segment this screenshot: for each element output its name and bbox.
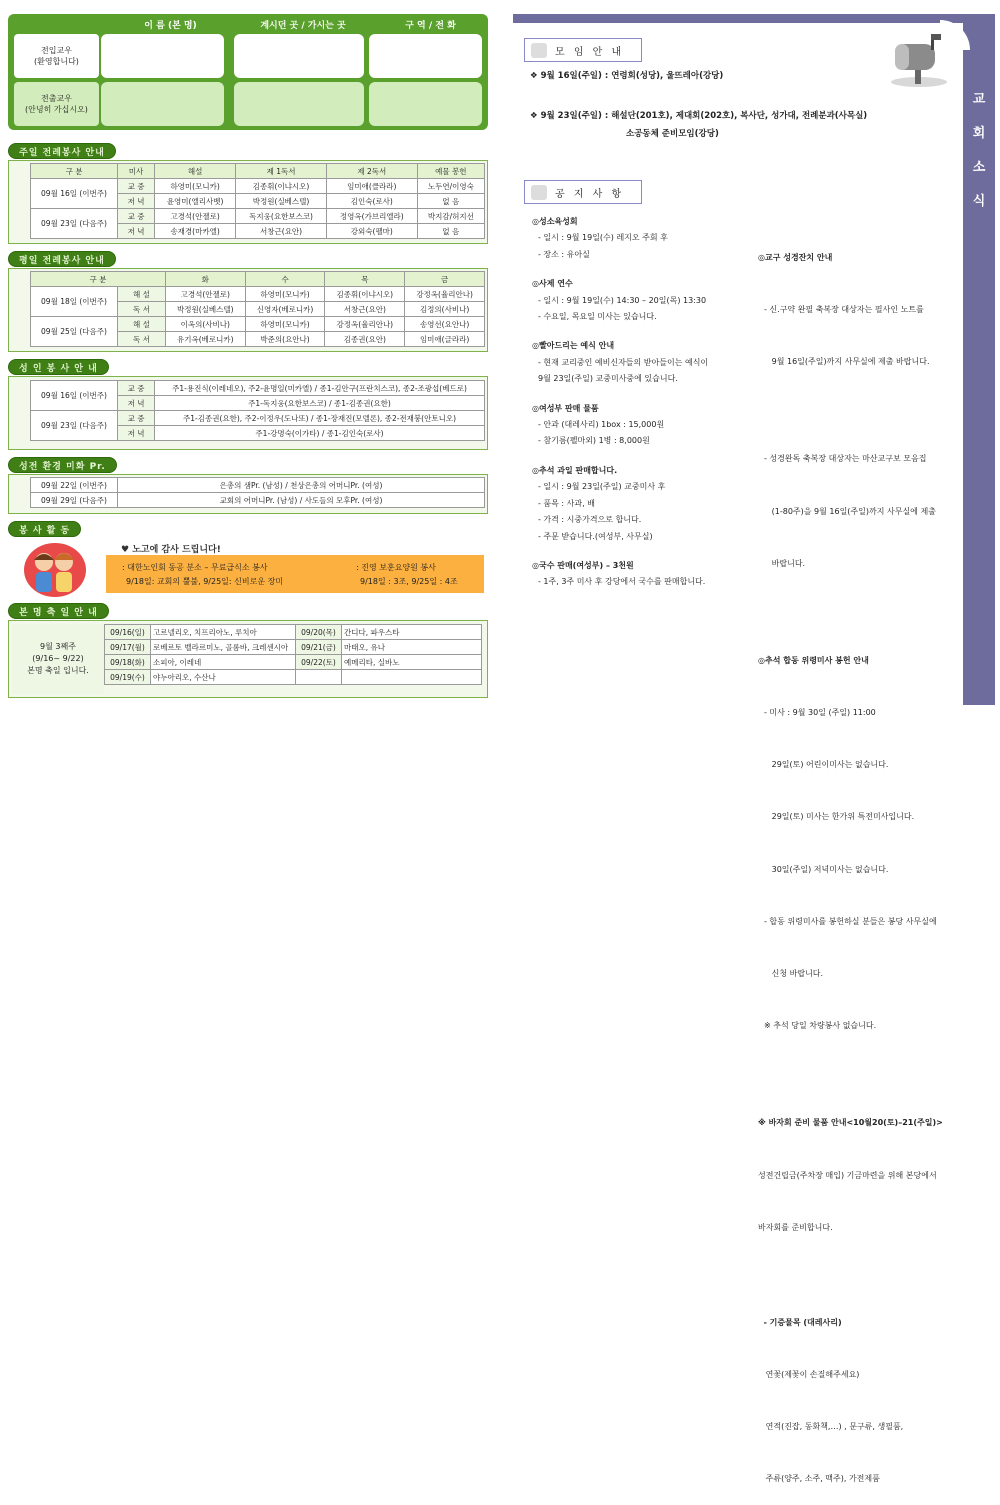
table-row [31, 209, 485, 224]
table-cell: 09/22(토) [296, 655, 342, 670]
table-cell [296, 670, 342, 685]
weekday-title: 평일 전례봉사 안내 [8, 251, 116, 267]
table-cell: 독 서 [118, 332, 166, 347]
notice-item [758, 1271, 963, 1279]
table-cell: 주1-김종권(요한), 주2-이정우(도나또) / 종1-장재진(모델론), 종2-전재붕(안토니오) [155, 411, 485, 426]
adult-title: 성 인 봉 사 안 내 [8, 359, 109, 375]
table-cell: 교 중 [118, 411, 155, 426]
meeting-line3: 소공동체 준비모임(강당) [626, 129, 719, 139]
right-top-bar [513, 14, 963, 23]
col-header: 예물 봉헌 [417, 164, 484, 179]
table-cell: 저 녁 [118, 194, 155, 209]
side-title-char: 식 [972, 194, 986, 209]
notice-item: - 신.구약 완필 축복장 대상자는 필사인 노트를 [764, 305, 924, 315]
table-cell: 이옥의(사비나) [165, 317, 245, 332]
table-cell: 주1-용진식(이레네오), 주2-윤명일(미카엘) / 종1-김안구(프란치스코), 종2-조광섭(베드로) [155, 381, 485, 396]
side-title-char: 회 [972, 126, 986, 141]
reg-header-name: 이 름 (본 명) [144, 21, 197, 31]
table-cell: 노두연/이영숙 [417, 179, 484, 194]
table-cell: 교 중 [118, 179, 155, 194]
table-cell: 서창근(요안) [325, 302, 405, 317]
notice-title: ※ 바자회 준비 물품 안내<10월20(토)–21(주일)> [758, 1118, 943, 1128]
service-right-line1: : 진영 보훈요양원 봉사 [356, 563, 436, 572]
meeting-line1: ❖ 9월 16일(주일) : 연령회(성당), 울뜨레아(강당) [530, 71, 724, 81]
table-cell: 고경석(안젤로) [165, 287, 245, 302]
table-row [105, 670, 482, 685]
col-header: 구 분 [31, 272, 166, 287]
visit-title: 본 명 축 일 안 내 [8, 603, 109, 619]
table-cell: 송재경(마카엘) [155, 224, 236, 239]
table-row [31, 317, 485, 332]
table-cell: 은총의 샘Pr. (남성) / 천상은총의 어머니Pr. (여성) [118, 478, 485, 493]
notice-title: ◎추석 합동 위령미사 봉헌 안내 [758, 655, 869, 665]
notice-item: - 수요일, 목요일 미사는 있습니다. [538, 312, 657, 322]
notices-right [758, 214, 963, 1505]
notice-item [758, 405, 963, 415]
table-cell: 독 서 [118, 302, 166, 317]
notice-item: 9월 23일(주일) 교중미사중에 있습니다. [538, 374, 678, 384]
visit-table [104, 624, 482, 685]
table-row [31, 478, 485, 493]
table-cell: 박준의(요안나) [245, 332, 325, 347]
table-cell: 09/18(화) [105, 655, 151, 670]
service-banner: ♥ 노고에 감사 드립니다! [121, 545, 221, 555]
table-row [105, 625, 482, 640]
table-cell: 독지웅(요한보스코) [236, 209, 327, 224]
notices-title: 공 지 사 항 [555, 188, 625, 200]
table-cell: 09/21(금) [296, 640, 342, 655]
week-date: 09월 18일 (이번주) [31, 287, 118, 317]
notice-title: ◎교구 성경잔치 안내 [758, 252, 833, 262]
service-strip [106, 555, 484, 593]
table-row [31, 179, 485, 194]
table-cell: 로베르토 벨라르미노, 골롬바, 크레센시아 [151, 640, 296, 655]
notice-item: 29일(토) 어린이미사는 없습니다. [764, 760, 889, 770]
visit-week-label: 9월 3째주 (9/16~ 9/22) 본명 축일 입니다. [12, 624, 104, 694]
notice-title: ◎추석 과일 판매합니다. [532, 465, 618, 475]
table-cell: 김인숙(로사) [326, 194, 417, 209]
notice-item: 29일(토) 미사는 한가위 특전미사입니다. [764, 812, 915, 822]
col-header: 구 분 [31, 164, 118, 179]
notice-item: - 일시 : 9월 19일(수) 14:30 – 20일(목) 13:30 [538, 295, 707, 305]
col-header: 수 [245, 272, 325, 287]
table-cell: 임미애(클라라) [326, 179, 417, 194]
table-cell: 09/16(일) [105, 625, 151, 640]
reg-input-name-out[interactable] [101, 82, 224, 126]
table-cell: 09/19(수) [105, 670, 151, 685]
weekday-table [30, 271, 485, 347]
notice-title: ◎여성부 판매 물품 [532, 403, 599, 413]
notice-item: - 미사 : 9월 30일 (주일) 11:00 [764, 707, 876, 717]
table-cell: 야누아리오, 수산나 [151, 670, 296, 685]
notice-item: 30일(주일) 저녁미사는 없습니다. [764, 864, 889, 874]
notice-item: (1-80주)을 9월 16일(주일)까지 사무실에 제출 [764, 506, 936, 516]
notice-title: ◎사제 연수 [532, 279, 573, 289]
table-cell: 유기옥(베로니카) [165, 332, 245, 347]
notice-item: 성전건립금(주차장 매입) 기금마련을 위해 본당에서 [758, 1170, 937, 1180]
environment-table [30, 477, 485, 508]
notice-item: - 안과 (대레사리) 1box : 15,000원 [538, 420, 665, 430]
meeting-title: 모 임 안 내 [555, 46, 625, 58]
table-cell: 하영미(모니카) [245, 317, 325, 332]
notice-item: 바자회를 준비합니다. [758, 1222, 833, 1232]
sunday-table [30, 163, 485, 239]
table-cell: 박정원(실베스텔) [165, 302, 245, 317]
notice-item: - 장소 : 유아실 [538, 249, 590, 259]
reg-input-area-out[interactable] [369, 82, 482, 126]
table-cell: 하영미(모니카) [155, 179, 236, 194]
notice-item: 연꽃(제꽃이 손질해주세요) [758, 1370, 860, 1379]
notice-item: - 일시 : 9월 23일(주일) 교중미사 후 [538, 482, 666, 492]
table-cell: 강정옥(율리안나) [325, 317, 405, 332]
col-header: 미사 [118, 164, 155, 179]
table-cell: 소피아, 이레네 [151, 655, 296, 670]
notices-left [532, 214, 754, 591]
table-row [31, 411, 485, 426]
reg-row-in [14, 34, 482, 78]
notice-item: - 1주, 3주 미사 후 강당에서 국수를 판매합니다. [538, 577, 706, 587]
table-cell: 김종휘(이냐시오) [325, 287, 405, 302]
table-row [31, 287, 485, 302]
col-header: 금 [405, 272, 485, 287]
table-cell: 서창근(요안) [236, 224, 327, 239]
table-row [105, 640, 482, 655]
meeting-title-box [524, 38, 642, 62]
table-cell: 예메리타, 실바노 [342, 655, 482, 670]
table-row [31, 381, 485, 396]
registration-box [8, 14, 488, 130]
table-cell: 간디다, 파우스타 [342, 625, 482, 640]
notice-item: 바랍니다. [764, 558, 806, 568]
table-row [31, 272, 485, 287]
table-cell: 주1-강명숙(이가타) / 종1-김인숙(로사) [155, 426, 485, 441]
table-cell: 교 중 [118, 381, 155, 396]
environment-title: 성전 환경 미화 Pr. [8, 457, 117, 473]
service-left-line1: : 대한노인회 동공 분소 – 무료급식소 봉사 [122, 563, 268, 572]
reg-label-in: 전입교우 (환영합니다) [14, 34, 99, 78]
col-header: 해설 [155, 164, 236, 179]
table-cell: 저 녁 [118, 396, 155, 411]
col-header: 목 [325, 272, 405, 287]
notice-item: - 기증물목 (대레사리) [758, 1317, 842, 1327]
notice-item: - 참기름(펠마외) 1병 : 8,000원 [538, 436, 650, 446]
table-cell: 09/20(목) [296, 625, 342, 640]
meeting-line2: ❖ 9월 23일(주일) : 해설단(201호), 제대회(202호), 복사단, 성가대, 전례분과(사목실) [530, 111, 868, 121]
week-date: 09월 29일 (다음주) [31, 493, 118, 508]
table-cell: 하영미(모니카) [245, 287, 325, 302]
week-date: 09월 16일 (이번주) [31, 179, 118, 209]
notice-item: - 현재 교리중인 예비신자들의 받아들이는 예식이 [538, 357, 709, 367]
right-side-band [963, 14, 995, 705]
reg-input-place-out[interactable] [234, 82, 364, 126]
adult-table [30, 380, 485, 441]
reg-label-out: 전출교우 (안녕히 가십시오) [14, 82, 99, 126]
table-cell: 임미애(글라라) [405, 332, 485, 347]
table-cell: 김종권(요안) [325, 332, 405, 347]
notice-item: - 주문 받습니다.(여성부, 사무실) [538, 531, 653, 541]
table-cell [342, 670, 482, 685]
table-cell: 윤영미(엘리사벳) [155, 194, 236, 209]
table-cell: 교 중 [118, 209, 155, 224]
table-cell: 09/17(월) [105, 640, 151, 655]
col-header: 제 2독서 [326, 164, 417, 179]
service-box [8, 538, 488, 598]
table-cell: 저 녁 [118, 426, 155, 441]
notice-item: - 가격 : 시중가격으로 합니다. [538, 515, 642, 525]
notice-item: - 품목 : 사과, 배 [538, 498, 595, 508]
table-cell: 교회의 어머니Pr. (남성) / 사도들의 모후Pr. (여성) [118, 493, 485, 508]
table-cell: 주1-독지웅(요한보스코) / 종1-김종권(요한) [155, 396, 485, 411]
couple-illustration-icon [22, 540, 88, 598]
table-cell: 신영자(베로니카) [245, 302, 325, 317]
table-cell: 강정옥(율리안나) [405, 287, 485, 302]
table-cell: 해 설 [118, 317, 166, 332]
reg-row-out [14, 82, 482, 126]
week-date: 09월 22일 (이번주) [31, 478, 118, 493]
side-title-char: 소 [972, 160, 986, 175]
reg-input-place-in[interactable] [234, 34, 364, 78]
side-title-char: 교 [972, 92, 986, 107]
week-date: 09월 23일 (다음주) [31, 411, 118, 441]
notice-item: 연적(진잡, 동화책,…) , 문구류, 생필품, [758, 1422, 904, 1432]
notice-title: ◎빨아드리는 예식 안내 [532, 341, 615, 351]
table-row [31, 164, 485, 179]
service-title: 봉 사 활 동 [8, 521, 81, 537]
notice-item: - 일시 : 9월 19일(수) 레지오 주회 후 [538, 233, 668, 243]
table-cell: 정영옥(가브리엘라) [326, 209, 417, 224]
table-cell: 저 녁 [118, 224, 155, 239]
table-cell: 고경석(안젤로) [155, 209, 236, 224]
table-cell: 강외숙(펠마) [326, 224, 417, 239]
notice-item: - 합동 위령미사를 봉헌하실 분들은 봉당 사무실에 [764, 916, 937, 926]
table-cell: 고르넬리오, 치프리아노, 루치아 [151, 625, 296, 640]
table-cell: 김종휘(이냐시오) [236, 179, 327, 194]
notice-item: - 성경완독 축복장 대상자는 마산교구보 모음집 [764, 454, 927, 464]
person-icon [531, 43, 547, 58]
notice-item: 신청 바랍니다. [764, 969, 824, 979]
table-cell: 마태오, 유나 [342, 640, 482, 655]
table-cell: 송영선(요안나) [405, 317, 485, 332]
person-icon [531, 185, 547, 200]
table-cell: 해 설 [118, 287, 166, 302]
table-row [31, 493, 485, 508]
notice-title: ◎성소육성회 [532, 217, 578, 226]
notice-title: ◎국수 판매(여성부) – 3천원 [532, 560, 634, 570]
week-date: 09월 25일 (다음주) [31, 317, 118, 347]
week-date: 09월 16일 (이번주) [31, 381, 118, 411]
table-cell: 박지감/허지선 [417, 209, 484, 224]
reg-header-area: 구 역 / 전 화 [405, 21, 456, 31]
table-cell: 없 음 [417, 194, 484, 209]
week-date: 09월 23일 (다음주) [31, 209, 118, 239]
col-header: 제 1독서 [236, 164, 327, 179]
sunday-title: 주일 전례봉사 안내 [8, 143, 116, 159]
reg-input-area-in[interactable] [369, 34, 482, 78]
service-right-line2: 9/18일 : 3조, 9/25일 : 4조 [360, 577, 458, 586]
table-cell: 없 음 [417, 224, 484, 239]
table-cell: 박정원(실베스텔) [236, 194, 327, 209]
notice-item: 주류(양주, 소주, 맥주), 가전제품 [758, 1474, 880, 1484]
notice-item: ※ 추석 당일 차량봉사 없습니다. [764, 1021, 877, 1031]
reg-header-place: 계시던 곳 / 가시는 곳 [260, 21, 346, 31]
table-row [105, 655, 482, 670]
service-left-line2: 9/18일: 교회의 뿔불, 9/25일: 신비로운 장미 [126, 577, 284, 586]
table-cell: 김정의(사비나) [405, 302, 485, 317]
reg-input-name-in[interactable] [101, 34, 224, 78]
col-header: 화 [165, 272, 245, 287]
mailbox-icon [885, 30, 950, 90]
notice-item: 9월 16일(주일)까지 사무실에 제출 바랍니다. [764, 357, 930, 367]
notices-title-box [524, 180, 642, 204]
